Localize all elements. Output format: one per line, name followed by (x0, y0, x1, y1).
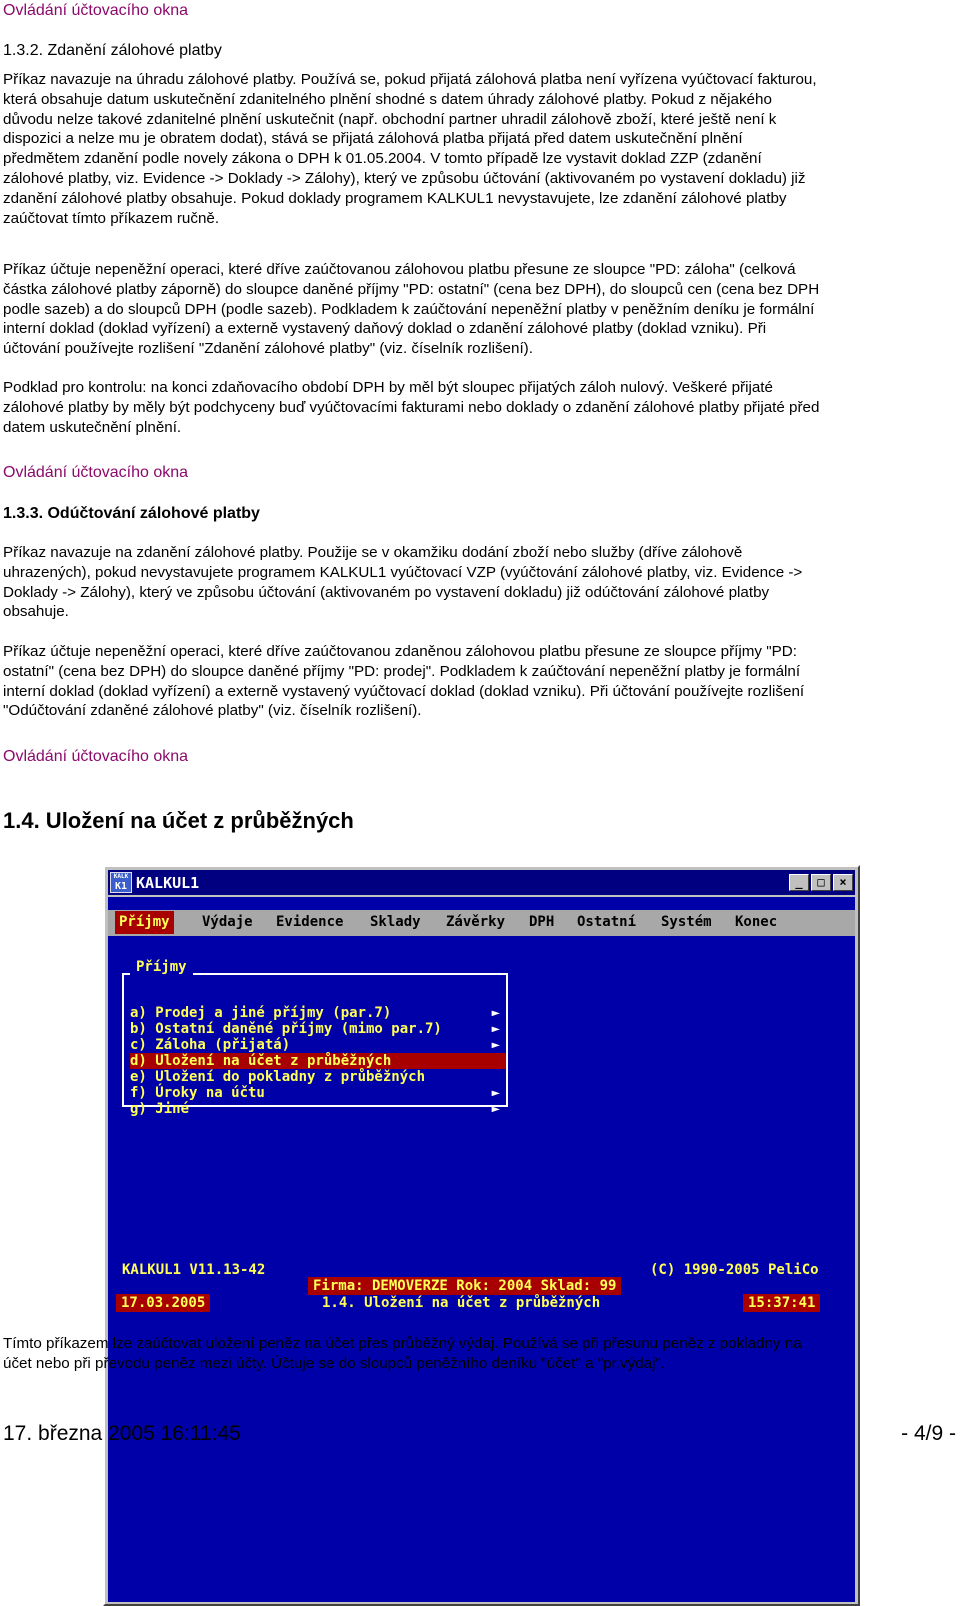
section-heading-14: 1.4. Uložení na účet z průběžných (3, 808, 354, 833)
time-display: 15:37:41 (743, 1294, 820, 1312)
section-heading-133: 1.3.3. Odúčtování zálohové platby (3, 505, 260, 522)
option-e[interactable]: e) Uložení do pokladny z průběžných (130, 1069, 426, 1085)
arrow-right-icon: ► (491, 1021, 500, 1037)
menu-item-dph[interactable]: DPH (529, 914, 555, 930)
menu-item-vydaje[interactable]: Výdaje (202, 914, 253, 930)
paragraph-133-2: Příkaz účtuje nepeněžní operaci, které dříve zaúčtovanou zdaněnou zálohovou platbu přesune ze sloupce příjmy "PD: ostatní" (cena bez DPH) do sloupce daněné příjmy "PD: prodej". Podkladem k zaúčtování nepeněžní platby je formální interní doklad (doklad vyřízení) a externě vystavený vyúčtovací doklad (doklad vzniku). Při účtování používejte rozlišení "Odúčtování zdaněné zálohové platby" (viz. číselník rozlišení). (3, 643, 805, 720)
submenu-box (122, 973, 508, 1117)
paragraph-132-1: Příkaz navazuje na úhradu zálohové platby. Používá se, pokud přijatá zálohová platba není vyřízena vyúčtovací fakturou, která obsahuje datum uskutečnění zdanitelného plnění shodné s datem úhrady zálohové platby. Pokud z nějakého důvodu nelze takové zdanitelné plnění uskutečnit (např. obchodní partner uhradil zálohově zboží, které ještě není k dispozici a nelze mu je obratem dodat), stává se přijatá zálohová platba přijatá před datem uskutečnění plnění předmětem zdanění podle novely zákona o DPH k 01.05.2004. V tomto případě lze vystavit doklad ZZP (zdanění zálohové platby, viz. Evidence -> Doklady -> Zálohy), který ve způsobu účtování (aktivovaném po vystavení dokladu) již zdanění zálohové platby obsahuje. Pokud doklady programem KALKUL1 nevystavujete, lze zdanění zálohové platby zaúčtovat tímto příkazem ručně. (3, 71, 817, 227)
minimize-icon[interactable]: _ (789, 874, 809, 891)
nav-link-window-control[interactable]: Ovládání účtovacího okna (3, 748, 189, 765)
paragraph-14-1: Tímto příkazem lze zaúčtovat uložení peněz na účet přes průběžný výdaj. Používá se při přesunu peněz z pokladny na účet nebo při převodu peněz mezi účty. Účtuje se do sloupců peněžního deníku "účet" a "pr.výdaj". (3, 1335, 802, 1372)
menu-item-zaverky[interactable]: Závěrky (446, 914, 506, 930)
arrow-right-icon: ► (491, 1005, 500, 1021)
footer-datetime: 17. března 2005 16:11:45 (3, 1422, 241, 1445)
option-c[interactable]: c) Záloha (přijatá) ► (130, 1037, 500, 1053)
paragraph-132-3: Podklad pro kontrolu: na konci zdaňovacího období DPH by měl být sloupec přijatých záloh nulový. Veškeré přijaté zálohové platby by měly být podchyceny buď vyúčtovacími fakturami nebo doklady o zdanění zálohové platby přijaté před datem uskutečnění plnění. (3, 379, 820, 436)
menu-item-ostatni[interactable]: Ostatní (577, 914, 637, 930)
version-label: KALKUL1 V11.13-42 (122, 1262, 266, 1278)
option-b[interactable]: b) Ostatní daněné příjmy (mimo par.7) ► (130, 1021, 500, 1037)
menu-item-sklady[interactable]: Sklady (370, 914, 421, 930)
arrow-right-icon: ► (491, 1101, 500, 1117)
nav-link-window-control[interactable]: Ovládání účtovacího okna (3, 2, 189, 19)
company-info: Firma: DEMOVERZE Rok: 2004 Sklad: 99 (308, 1277, 621, 1295)
menu-item-prijmy[interactable]: Příjmy (115, 911, 174, 934)
main-menu-bar (108, 910, 855, 936)
menu-item-evidence[interactable]: Evidence (276, 914, 344, 930)
option-a[interactable]: a) Prodej a jiné příjmy (par.7) ► (130, 1005, 500, 1021)
window-title: KALKUL1 (136, 874, 200, 892)
copyright-label: (C) 1990-2005 PeliCo (650, 1262, 819, 1278)
menu-item-konec[interactable]: Konec (735, 914, 778, 930)
arrow-right-icon: ► (491, 1037, 500, 1053)
section-heading-132: 1.3.2. Zdanění zálohové platby (3, 42, 222, 59)
paragraph-133-1: Příkaz navazuje na zdanění zálohové platby. Použije se v okamžiku dodání zboží nebo služby (dříve zálohově uhrazených), pokud nevystavujete programem KALKUL1 vyúčtovací VZP (vyúčtování zálohové platby, viz. Evidence -> Doklady -> Zálohy), který ve způsobu účtování (aktivovaném po vystavení dokladu) již odúčtování zálohové platby obsahuje. (3, 544, 803, 621)
dos-screen (108, 897, 855, 1602)
menu-item-system[interactable]: Systém (661, 914, 712, 930)
footer-page-number: - 4/9 - (901, 1422, 956, 1445)
option-f[interactable]: f) Úroky na účtu ► (130, 1085, 500, 1101)
arrow-right-icon: ► (491, 1085, 500, 1101)
maximize-icon[interactable]: □ (811, 874, 831, 891)
option-d-selected[interactable]: d) Uložení na účet z průběžných (130, 1053, 506, 1069)
context-label: 1.4. Uložení na účet z průběžných (322, 1295, 601, 1311)
option-g[interactable]: g) Jiné ► (130, 1101, 500, 1117)
paragraph-132-2: Příkaz účtuje nepeněžní operaci, které dříve zaúčtovanou zálohovou platbu přesune ze sloupce "PD: záloha" (celková částka zálohové platby záporně) do sloupce daněné příjmy "PD: ostatní" (cena bez DPH), do sloupců cen (cena bez DPH podle sazeb) a do sloupců DPH (podle sazeb). Podkladem k zaúčtování nepeněžní platby v peněžním deníku je formální interní doklad (doklad vyřízení) a externě vystavený daňový doklad o zdanění zálohové platby (doklad vzniku). Při účtování používejte rozlišení "Zdanění zálohové platby" (viz. číselník rozlišení). (3, 261, 820, 358)
kalkul-window (103, 865, 860, 1606)
submenu-title: Příjmy (130, 959, 193, 975)
date-display: 17.03.2005 (116, 1294, 210, 1312)
window-title-bar (108, 870, 855, 895)
nav-link-window-control[interactable]: Ovládání účtovacího okna (3, 464, 189, 481)
app-logo-icon: KALK K1 (110, 872, 132, 893)
close-icon[interactable]: × (833, 874, 853, 891)
